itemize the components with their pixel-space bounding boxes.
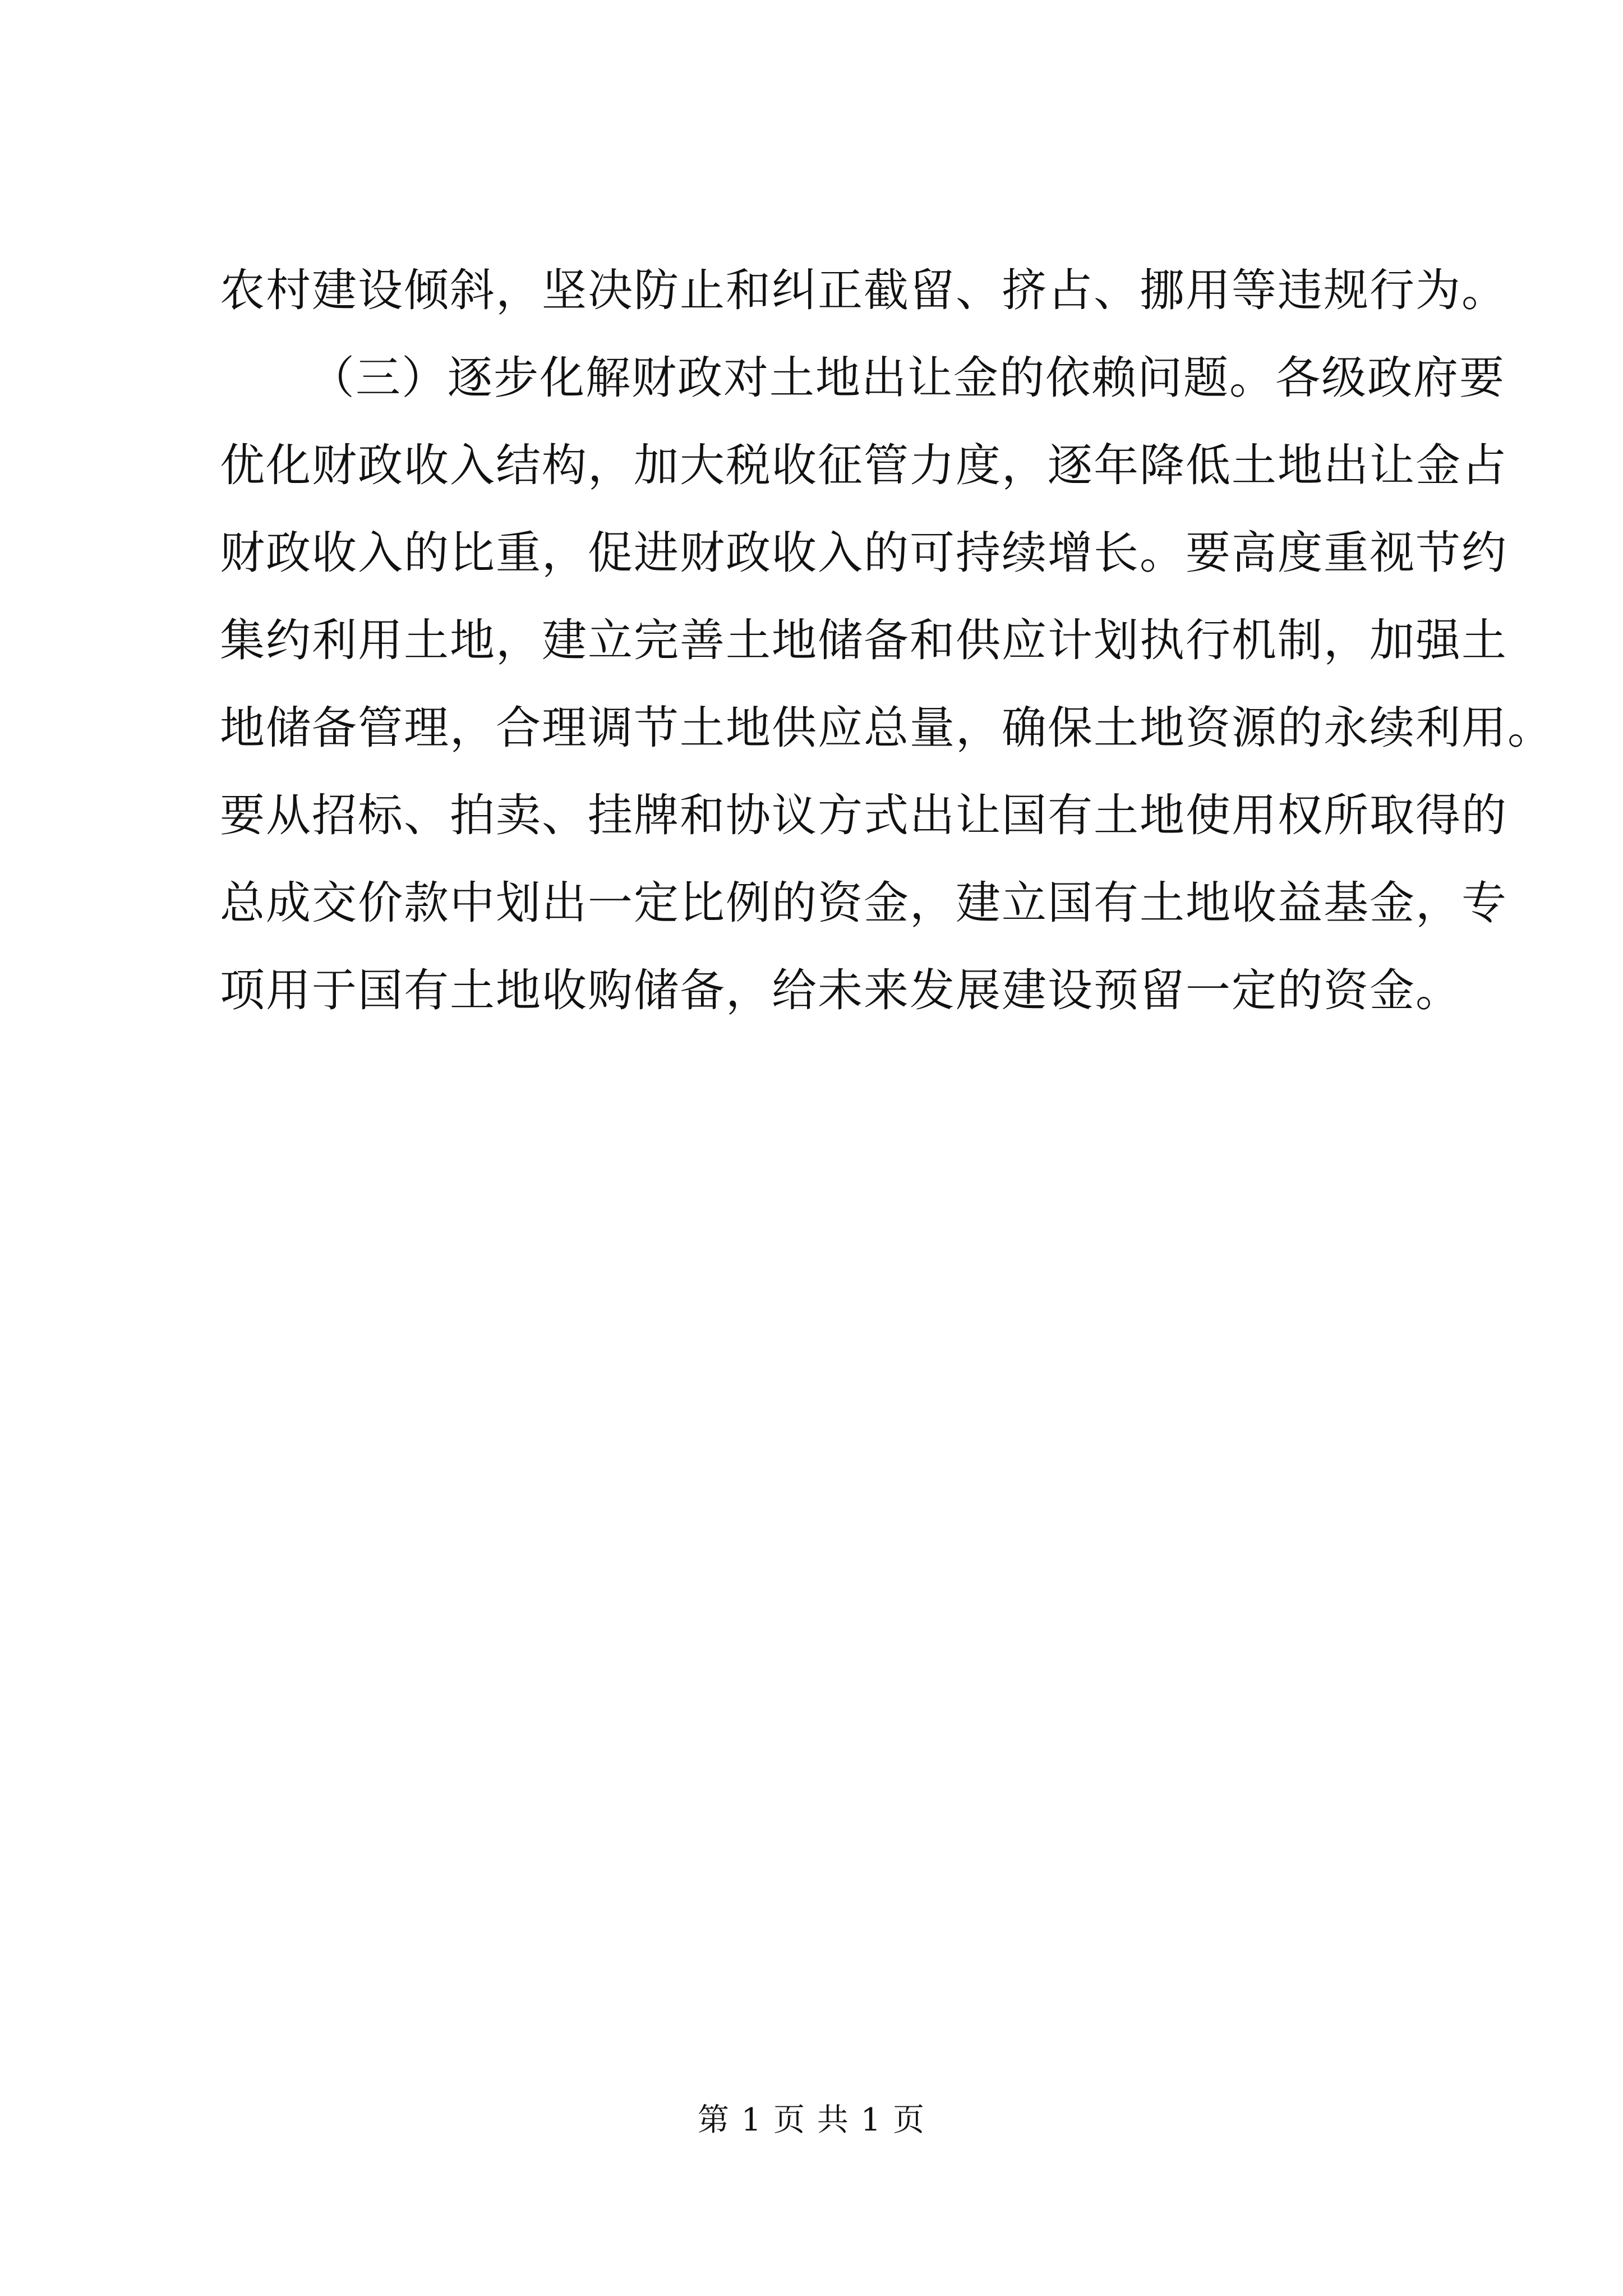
- text-line: 项用于国有土地收购储备，给未来发展建设预留一定的资金。: [220, 964, 1461, 1016]
- text-line: （三）逐步化解财政对土地出让金的依赖问题。各级政府要: [310, 352, 1505, 404]
- text-line: 要从招标、拍卖、挂牌和协议方式出让国有土地使用权所取得的: [220, 789, 1507, 841]
- text-line: 优化财政收入结构，加大税收征管力度，逐年降低土地出让金占: [220, 439, 1507, 491]
- text-line: 财政收入的比重，促进财政收入的可持续增长。要高度重视节约: [220, 527, 1507, 579]
- body-text: [220, 247, 1553, 1034]
- text-line: 总成交价款中划出一定比例的资金，建立国有土地收益基金，专: [220, 877, 1507, 929]
- text-line: 地储备管理，合理调节土地供应总量，确保土地资源的永续利用。: [220, 702, 1553, 754]
- text-line: 农村建设倾斜，坚决防止和纠正截留、挤占、挪用等违规行为。: [220, 264, 1507, 316]
- page-number: 第 1 页 共 1 页: [697, 2102, 926, 2138]
- text-line: 集约利用土地，建立完善土地储备和供应计划执行机制，加强土: [220, 614, 1507, 666]
